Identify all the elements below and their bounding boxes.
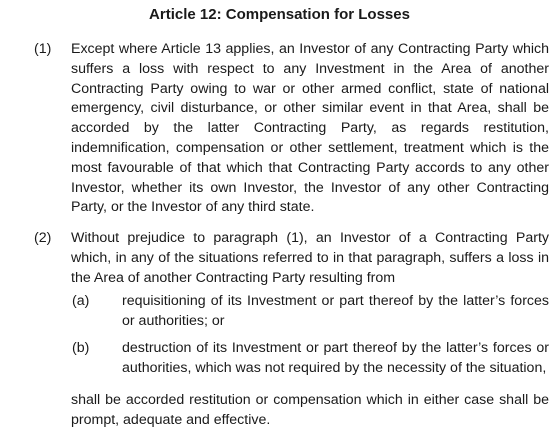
paragraph-closing: shall be accorded restitution or compensation which in either case shall be prompt, adequate and effective. <box>71 392 549 428</box>
paragraph-number: (1) <box>34 41 52 57</box>
paragraph-number: (2) <box>34 230 52 246</box>
subitem-text-b: destruction of its Investment or part thereof by the latter’s forces or authorities, which was not required by the necessity of the situation, <box>122 340 549 376</box>
article-title: Article 12: Compensation for Losses <box>149 6 410 23</box>
paragraph-text: Except where Article 13 applies, an Investor of any Contracting Party which suffers a loss with respect to any Investment in the Area of another Contracting Party owing to war or other armed conflict, state of national emergency, civil disturbance, or other similar event in that Area, shall be accorded by the latter Contracting Party, as regards restitution, indemnification, compensation or other settlement, treatment which is the most favourable of that which that Contracting Party accords to any other Investor, whether its own Investor, the Investor of any other Contracting Party, or the Investor of any third state. <box>71 41 549 216</box>
subitem-label-b: (b) <box>72 340 90 356</box>
subitem-text-a: requisitioning of its Investment or part thereof by the latter’s forces or authorities; or <box>122 293 549 329</box>
subitem-label-a: (a) <box>72 293 90 309</box>
paragraph-text: Without prejudice to paragraph (1), an Investor of a Contracting Party which, in any of the situations referred to in that paragraph, suffers a loss in the Area of another Contracting Party resulting from <box>71 230 549 286</box>
